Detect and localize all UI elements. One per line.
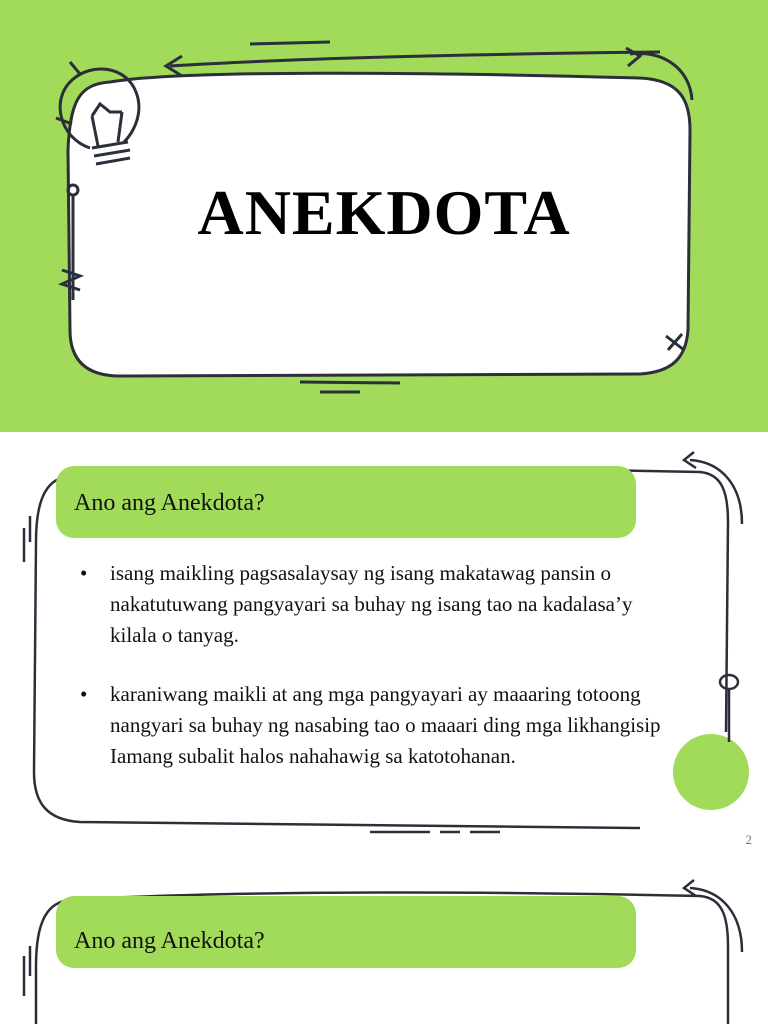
bullet-item <box>80 558 680 651</box>
content-slide-next <box>0 856 768 1024</box>
content-slide <box>0 432 768 856</box>
decor-circle <box>673 734 749 810</box>
bullet-dot: • <box>80 561 88 585</box>
title-slide <box>0 0 768 432</box>
bullet-dot: • <box>80 682 88 706</box>
slide-title: ANEKDOTA <box>197 177 571 248</box>
page-number: 2 <box>745 832 752 847</box>
bullet-item <box>80 679 680 772</box>
bullet-list <box>80 558 680 800</box>
slide-heading: Ano ang Anekdota? <box>74 928 265 954</box>
bullet-text: isang maikling pagsasalaysay ng isang makatawag pansin o nakatutuwang pangyayari sa buhay ng isang tao na kadalasa’y kilala o tanyag. <box>110 561 633 647</box>
slide-heading: Ano ang Anekdota? <box>74 490 265 516</box>
bullet-text: karaniwang maikli at ang mga pangyayari ay maaaring totoong nangyari sa buhay ng nasabing tao o maaari ding mga likhangisip Iamang subalit halos nahahawig sa katotohanan. <box>110 682 661 768</box>
